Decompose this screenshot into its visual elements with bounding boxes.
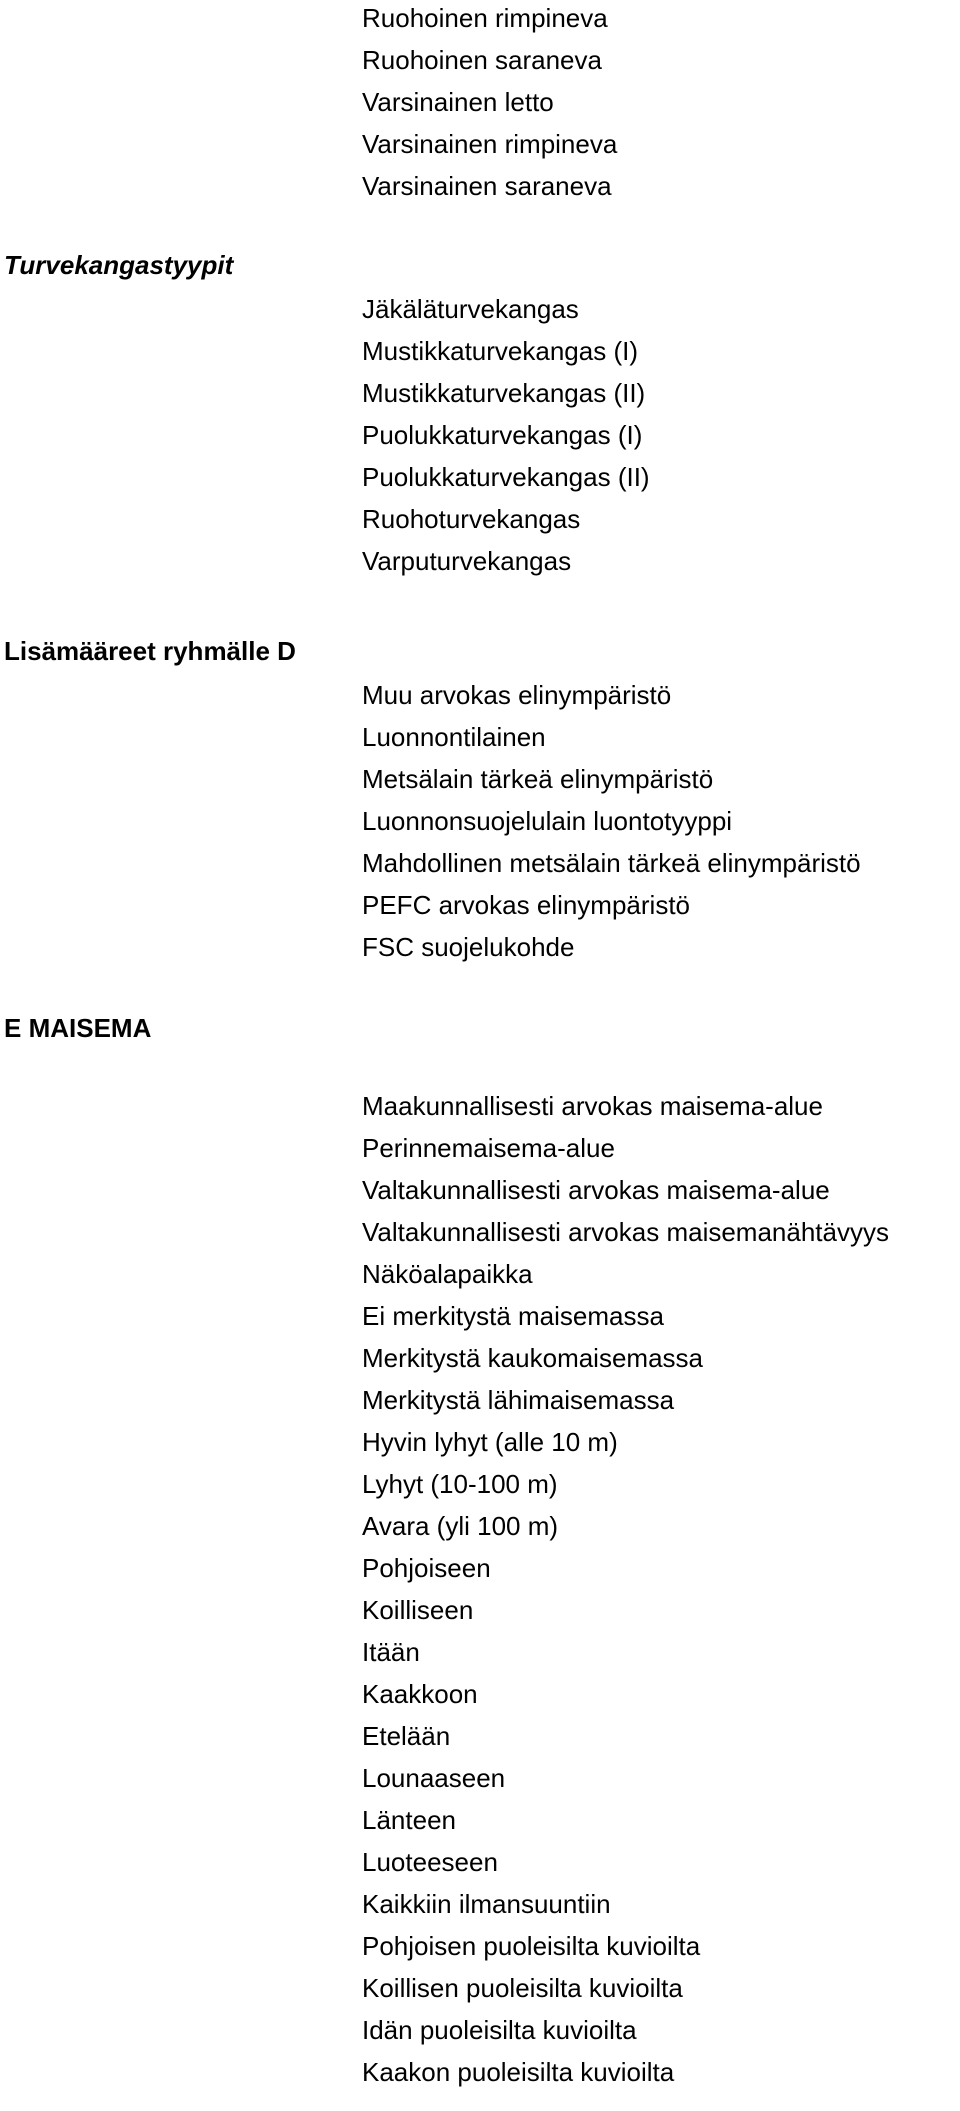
item-label: Metsälain tärkeä elinympäristö — [362, 764, 714, 794]
item-label: Jäkäläturvekangas — [362, 294, 579, 324]
item-label: Luonnontilainen — [362, 722, 546, 752]
item-label: FSC suojelukohde — [362, 932, 575, 962]
item-label: Valtakunnallisesti arvokas maisemanähtävyys — [362, 1217, 889, 1247]
item-label: Puolukkaturvekangas (II) — [362, 462, 650, 492]
item-label: Mustikkaturvekangas (II) — [362, 378, 646, 408]
item-label: Varputurvekangas — [362, 546, 572, 576]
item-label: Puolukkaturvekangas (I) — [362, 420, 643, 450]
section-heading: Turvekangastyypit — [4, 250, 234, 280]
item-label: Merkitystä lähimaisemassa — [362, 1385, 675, 1415]
item-label: Avara (yli 100 m) — [362, 1511, 559, 1541]
item-label: Kaakkoon — [362, 1679, 478, 1709]
item-label: Koillisen puoleisilta kuvioilta — [362, 1973, 683, 2003]
item-label: Perinnemaisema-alue — [362, 1133, 615, 1163]
item-label: Ruohoinen saraneva — [362, 45, 602, 75]
item-label: Lyhyt (10-100 m) — [362, 1469, 558, 1499]
item-label: Luonnonsuojelulain luontotyyppi — [362, 806, 733, 836]
item-label: Muu arvokas elinympäristö — [362, 680, 672, 710]
item-label: Varsinainen rimpineva — [362, 129, 618, 159]
item-label: Koilliseen — [362, 1595, 474, 1625]
item-label: Luoteeseen — [362, 1847, 498, 1877]
item-label: Etelään — [362, 1721, 451, 1751]
item-label: Pohjoiseen — [362, 1553, 491, 1583]
item-label: PEFC arvokas elinympäristö — [362, 890, 690, 920]
item-label: Valtakunnallisesti arvokas maisema-alue — [362, 1175, 830, 1205]
item-label: Ruohoturvekangas — [362, 504, 581, 534]
item-label: Lounaaseen — [362, 1763, 506, 1793]
item-label: Pohjoisen puoleisilta kuvioilta — [362, 1931, 701, 1961]
item-label: Varsinainen saraneva — [362, 171, 612, 201]
item-label: Kaikkiin ilmansuuntiin — [362, 1889, 611, 1919]
item-label: Itään — [362, 1637, 420, 1667]
item-label: Varsinainen letto — [362, 87, 554, 117]
item-label: Mustikkaturvekangas (I) — [362, 336, 638, 366]
item-label: Ruohoinen rimpineva — [362, 3, 608, 33]
item-label: Kaakon puoleisilta kuvioilta — [362, 2057, 675, 2087]
item-label: Ei merkitystä maisemassa — [362, 1301, 664, 1331]
item-label: Länteen — [362, 1805, 456, 1835]
item-label: Näköalapaikka — [362, 1259, 533, 1289]
item-label: Idän puoleisilta kuvioilta — [362, 2015, 637, 2045]
section-heading: Lisämääreet ryhmälle D — [4, 636, 296, 666]
item-label: Hyvin lyhyt (alle 10 m) — [362, 1427, 618, 1457]
item-label: Merkitystä kaukomaisemassa — [362, 1343, 703, 1373]
item-label: Maakunnallisesti arvokas maisema-alue — [362, 1091, 823, 1121]
item-label: Mahdollinen metsälain tärkeä elinympäristö — [362, 848, 861, 878]
section-heading: E MAISEMA — [4, 1013, 152, 1043]
